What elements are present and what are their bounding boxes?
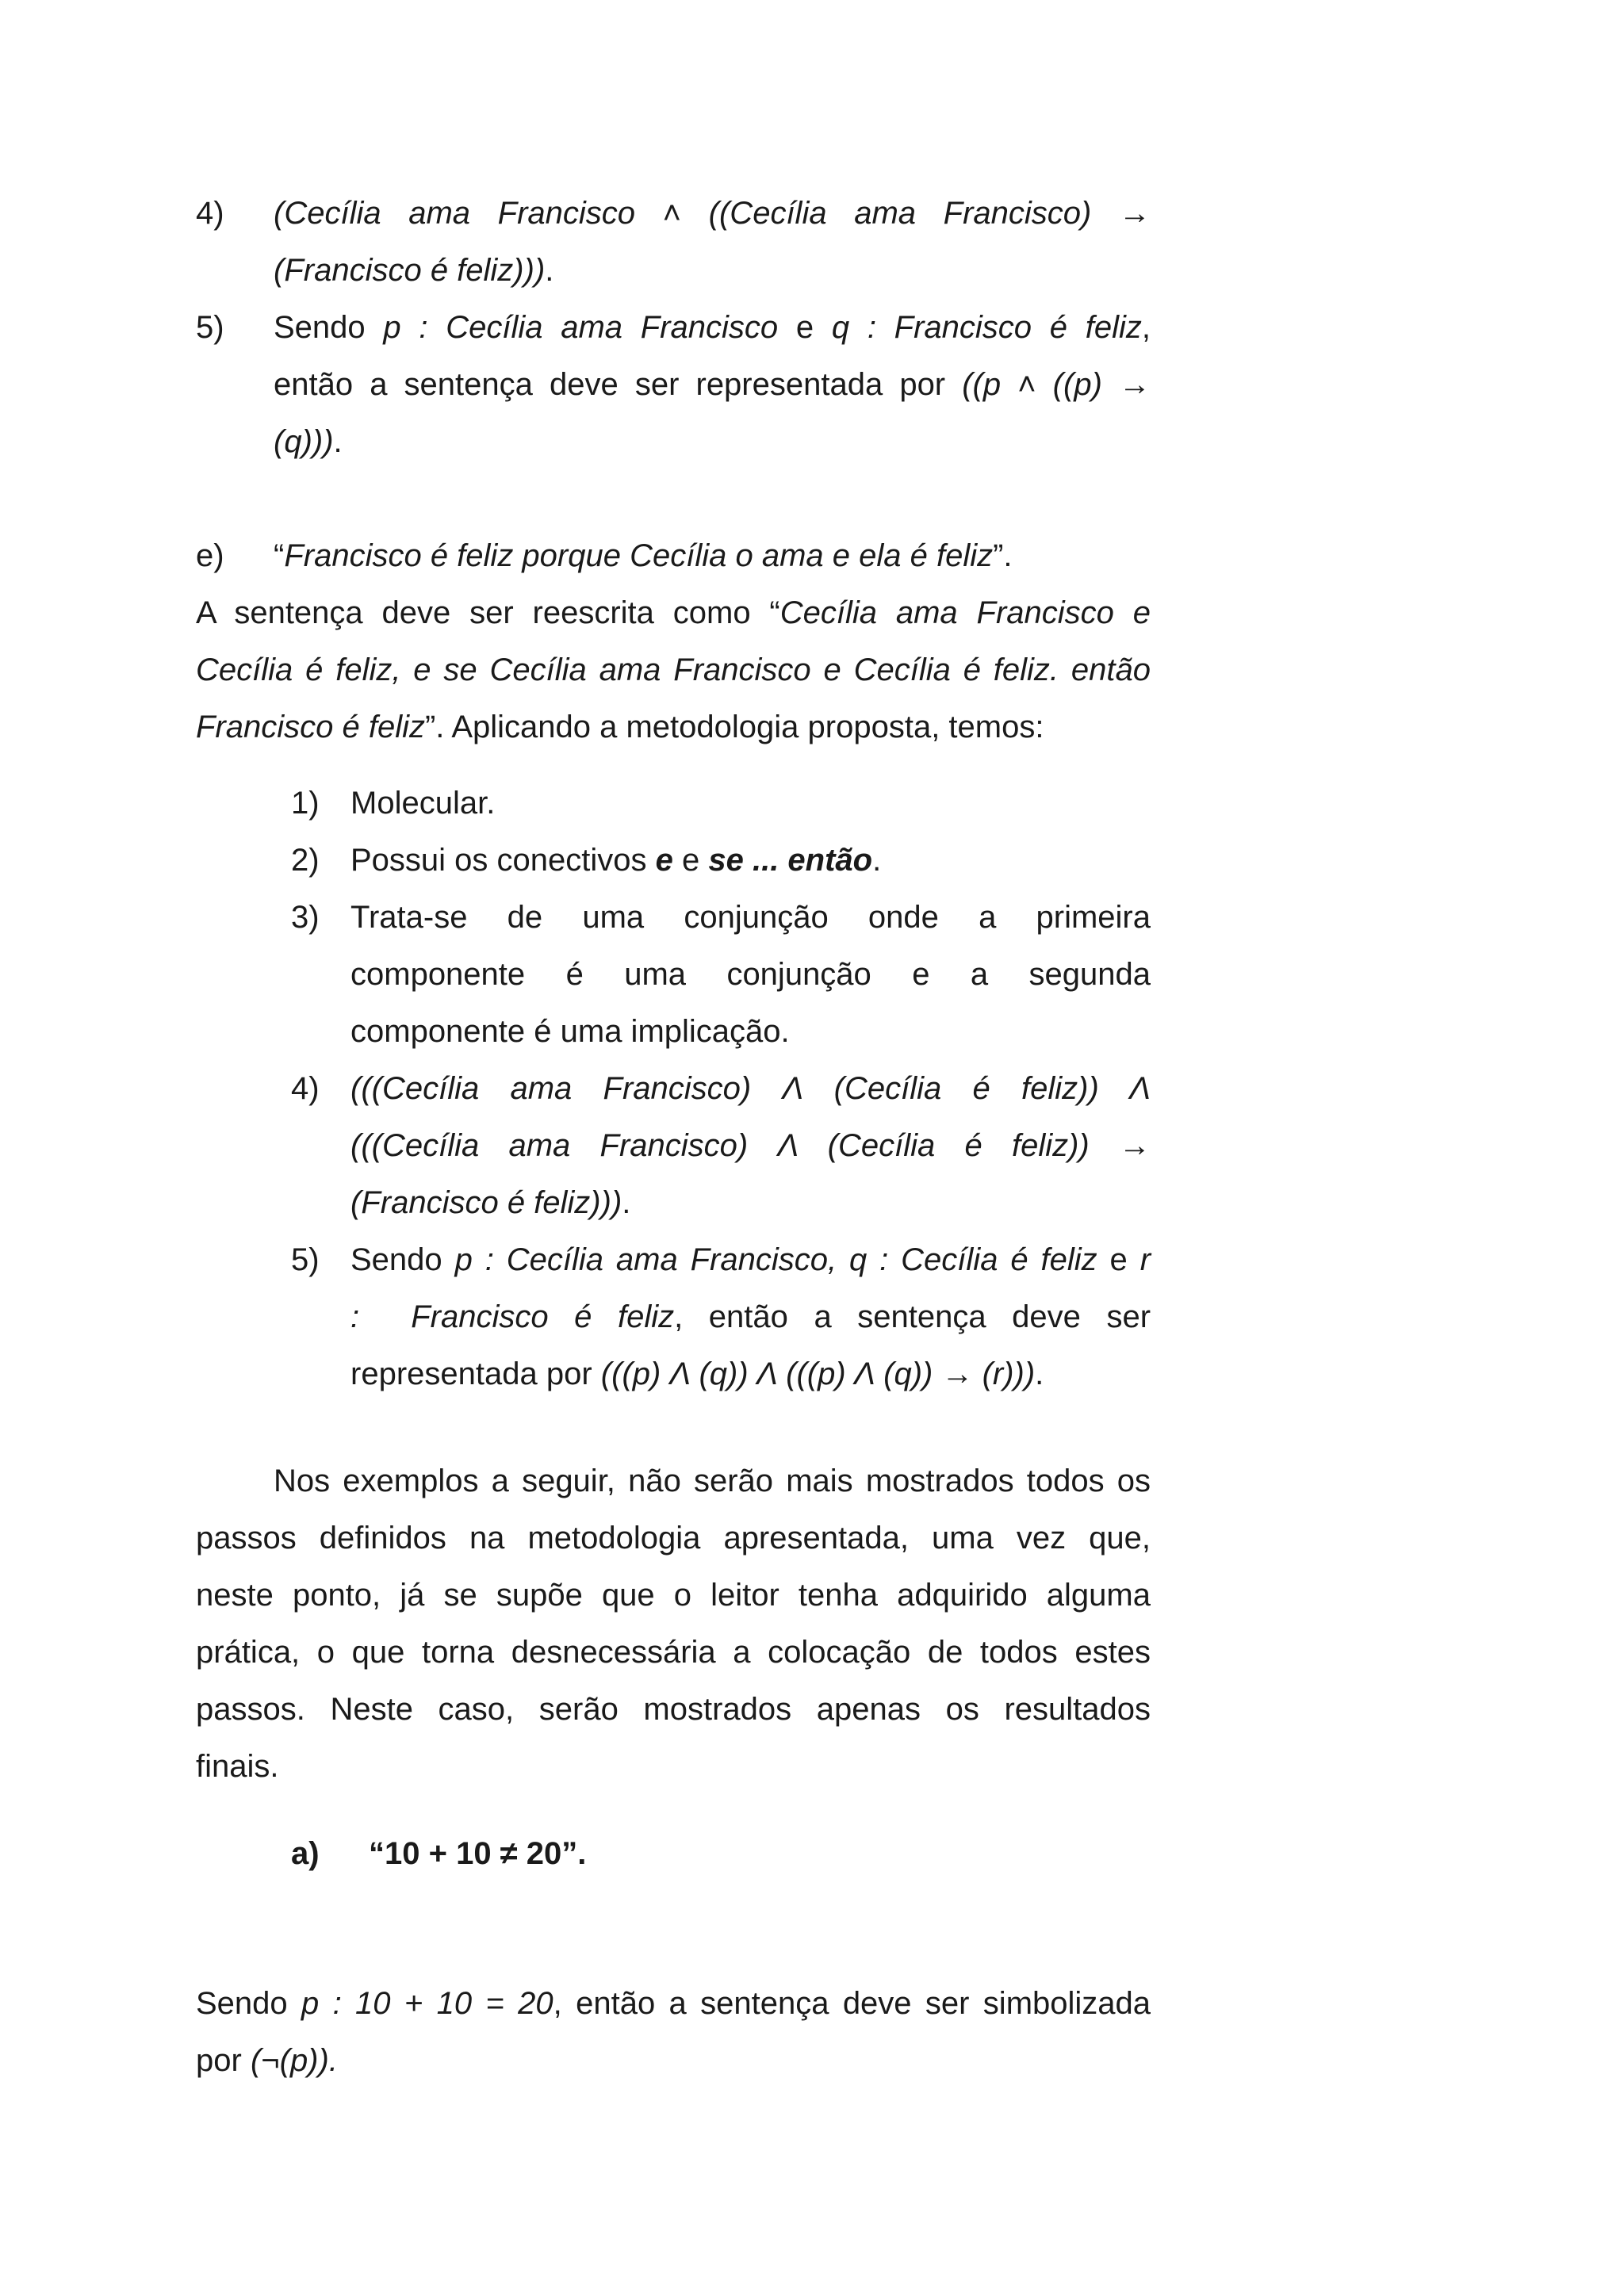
top-list-item bbox=[196, 299, 1151, 470]
list-number: 4) bbox=[291, 1071, 320, 1106]
paragraph-line: finais. bbox=[196, 1749, 279, 1784]
top-list bbox=[196, 185, 1151, 470]
list-item-text bbox=[350, 1231, 1151, 1402]
paragraph-line: neste ponto, já se supõe que o leitor tenha adquirido alguma bbox=[196, 1578, 1151, 1613]
list-item-text-line: componente é uma conjunção e a segunda bbox=[350, 957, 1151, 992]
list-item-text-line: Molecular. bbox=[350, 786, 496, 821]
list-item-text-line: (q))). bbox=[274, 424, 343, 459]
section-a bbox=[196, 1825, 1151, 1882]
list-item-text-line: então a sentença deve ser representada por ((p ˄ ((p) → bbox=[274, 367, 1151, 402]
list-item-text-line: (Francisco é feliz))). bbox=[350, 1185, 631, 1220]
list-item-text bbox=[350, 832, 1151, 889]
list-item-text bbox=[274, 185, 1151, 299]
list-item-text-line: (Francisco é feliz))). bbox=[274, 253, 554, 288]
list-item-text-line: Possui os conectivos e e se ... então. bbox=[350, 843, 882, 878]
top-list-item bbox=[196, 185, 1151, 299]
section-e-quote: “Francisco é feliz porque Cecília o ama e ela é feliz”. bbox=[274, 538, 1013, 573]
paragraph-line: prática, o que torna desnecessária a colocação de todos estes bbox=[196, 1635, 1151, 1670]
section-e-list-item bbox=[196, 1231, 1151, 1402]
explanatory-paragraph bbox=[196, 1452, 1151, 1795]
list-number: 5) bbox=[196, 310, 224, 345]
list-number: 3) bbox=[291, 900, 320, 935]
section-e-list bbox=[196, 775, 1151, 1402]
list-number: 4) bbox=[196, 196, 224, 231]
list-item-text-line: (((Cecília ama Francisco) Λ (Cecília é feliz)) → bbox=[350, 1128, 1151, 1163]
list-item-text-line: Trata-se de uma conjunção onde a primeira bbox=[350, 900, 1151, 935]
section-e-list-item bbox=[196, 1060, 1151, 1231]
list-number: 2) bbox=[291, 843, 320, 878]
list-item-text-line: componente é uma implicação. bbox=[350, 1014, 790, 1049]
list-item-text bbox=[350, 1060, 1151, 1231]
section-e-paragraph-line: Francisco é feliz”. Aplicando a metodologia proposta, temos: bbox=[196, 710, 1044, 744]
section-e-label: e) bbox=[196, 538, 224, 573]
list-item-text bbox=[274, 299, 1151, 470]
section-a-quote: “10 + 10 ≠ 20”. bbox=[369, 1836, 587, 1871]
paragraph-line: Nos exemplos a seguir, não serão mais mostrados todos os bbox=[274, 1464, 1151, 1498]
section-e-paragraph bbox=[196, 584, 1151, 756]
final-paragraph bbox=[196, 1975, 1151, 2089]
list-item-text-line: Sendo p : Cecília ama Francisco e q : Francisco é feliz, bbox=[274, 310, 1151, 345]
section-e-paragraph-line: A sentença deve ser reescrita como “Cecília ama Francisco e bbox=[196, 595, 1151, 630]
list-item-text-line: (((Cecília ama Francisco) Λ (Cecília é feliz)) Λ bbox=[350, 1071, 1151, 1106]
list-item-text-line: Sendo p : Cecília ama Francisco, q : Cecília é feliz e r bbox=[350, 1242, 1151, 1277]
list-item-text-line: : Francisco é feliz, então a sentença deve ser bbox=[350, 1299, 1151, 1334]
list-number: 5) bbox=[291, 1242, 320, 1277]
section-e-list-item bbox=[196, 832, 1151, 889]
final-paragraph-line: por (¬(p)). bbox=[196, 2043, 338, 2078]
final-paragraph-line: Sendo p : 10 + 10 = 20, então a sentença deve ser simbolizada bbox=[196, 1986, 1151, 2021]
list-item-text bbox=[350, 889, 1151, 1060]
list-number: 1) bbox=[291, 786, 320, 821]
list-item-text bbox=[350, 775, 1151, 832]
section-a-label: a) bbox=[291, 1836, 320, 1871]
list-item-text-line: representada por (((p) Λ (q)) Λ (((p) Λ (q)) → (r))). bbox=[350, 1357, 1044, 1391]
section-e-list-item bbox=[196, 889, 1151, 1060]
section-e-list-item bbox=[196, 775, 1151, 832]
paragraph-line: passos definidos na metodologia apresentada, uma vez que, bbox=[196, 1521, 1151, 1556]
list-item-text-line: (Cecília ama Francisco ˄ ((Cecília ama Francisco) → bbox=[274, 196, 1151, 231]
section-e bbox=[196, 527, 1151, 756]
paragraph-line: passos. Neste caso, serão mostrados apenas os resultados bbox=[196, 1692, 1151, 1727]
section-e-paragraph-line: Cecília é feliz, e se Cecília ama Francisco e Cecília é feliz. então bbox=[196, 652, 1151, 687]
